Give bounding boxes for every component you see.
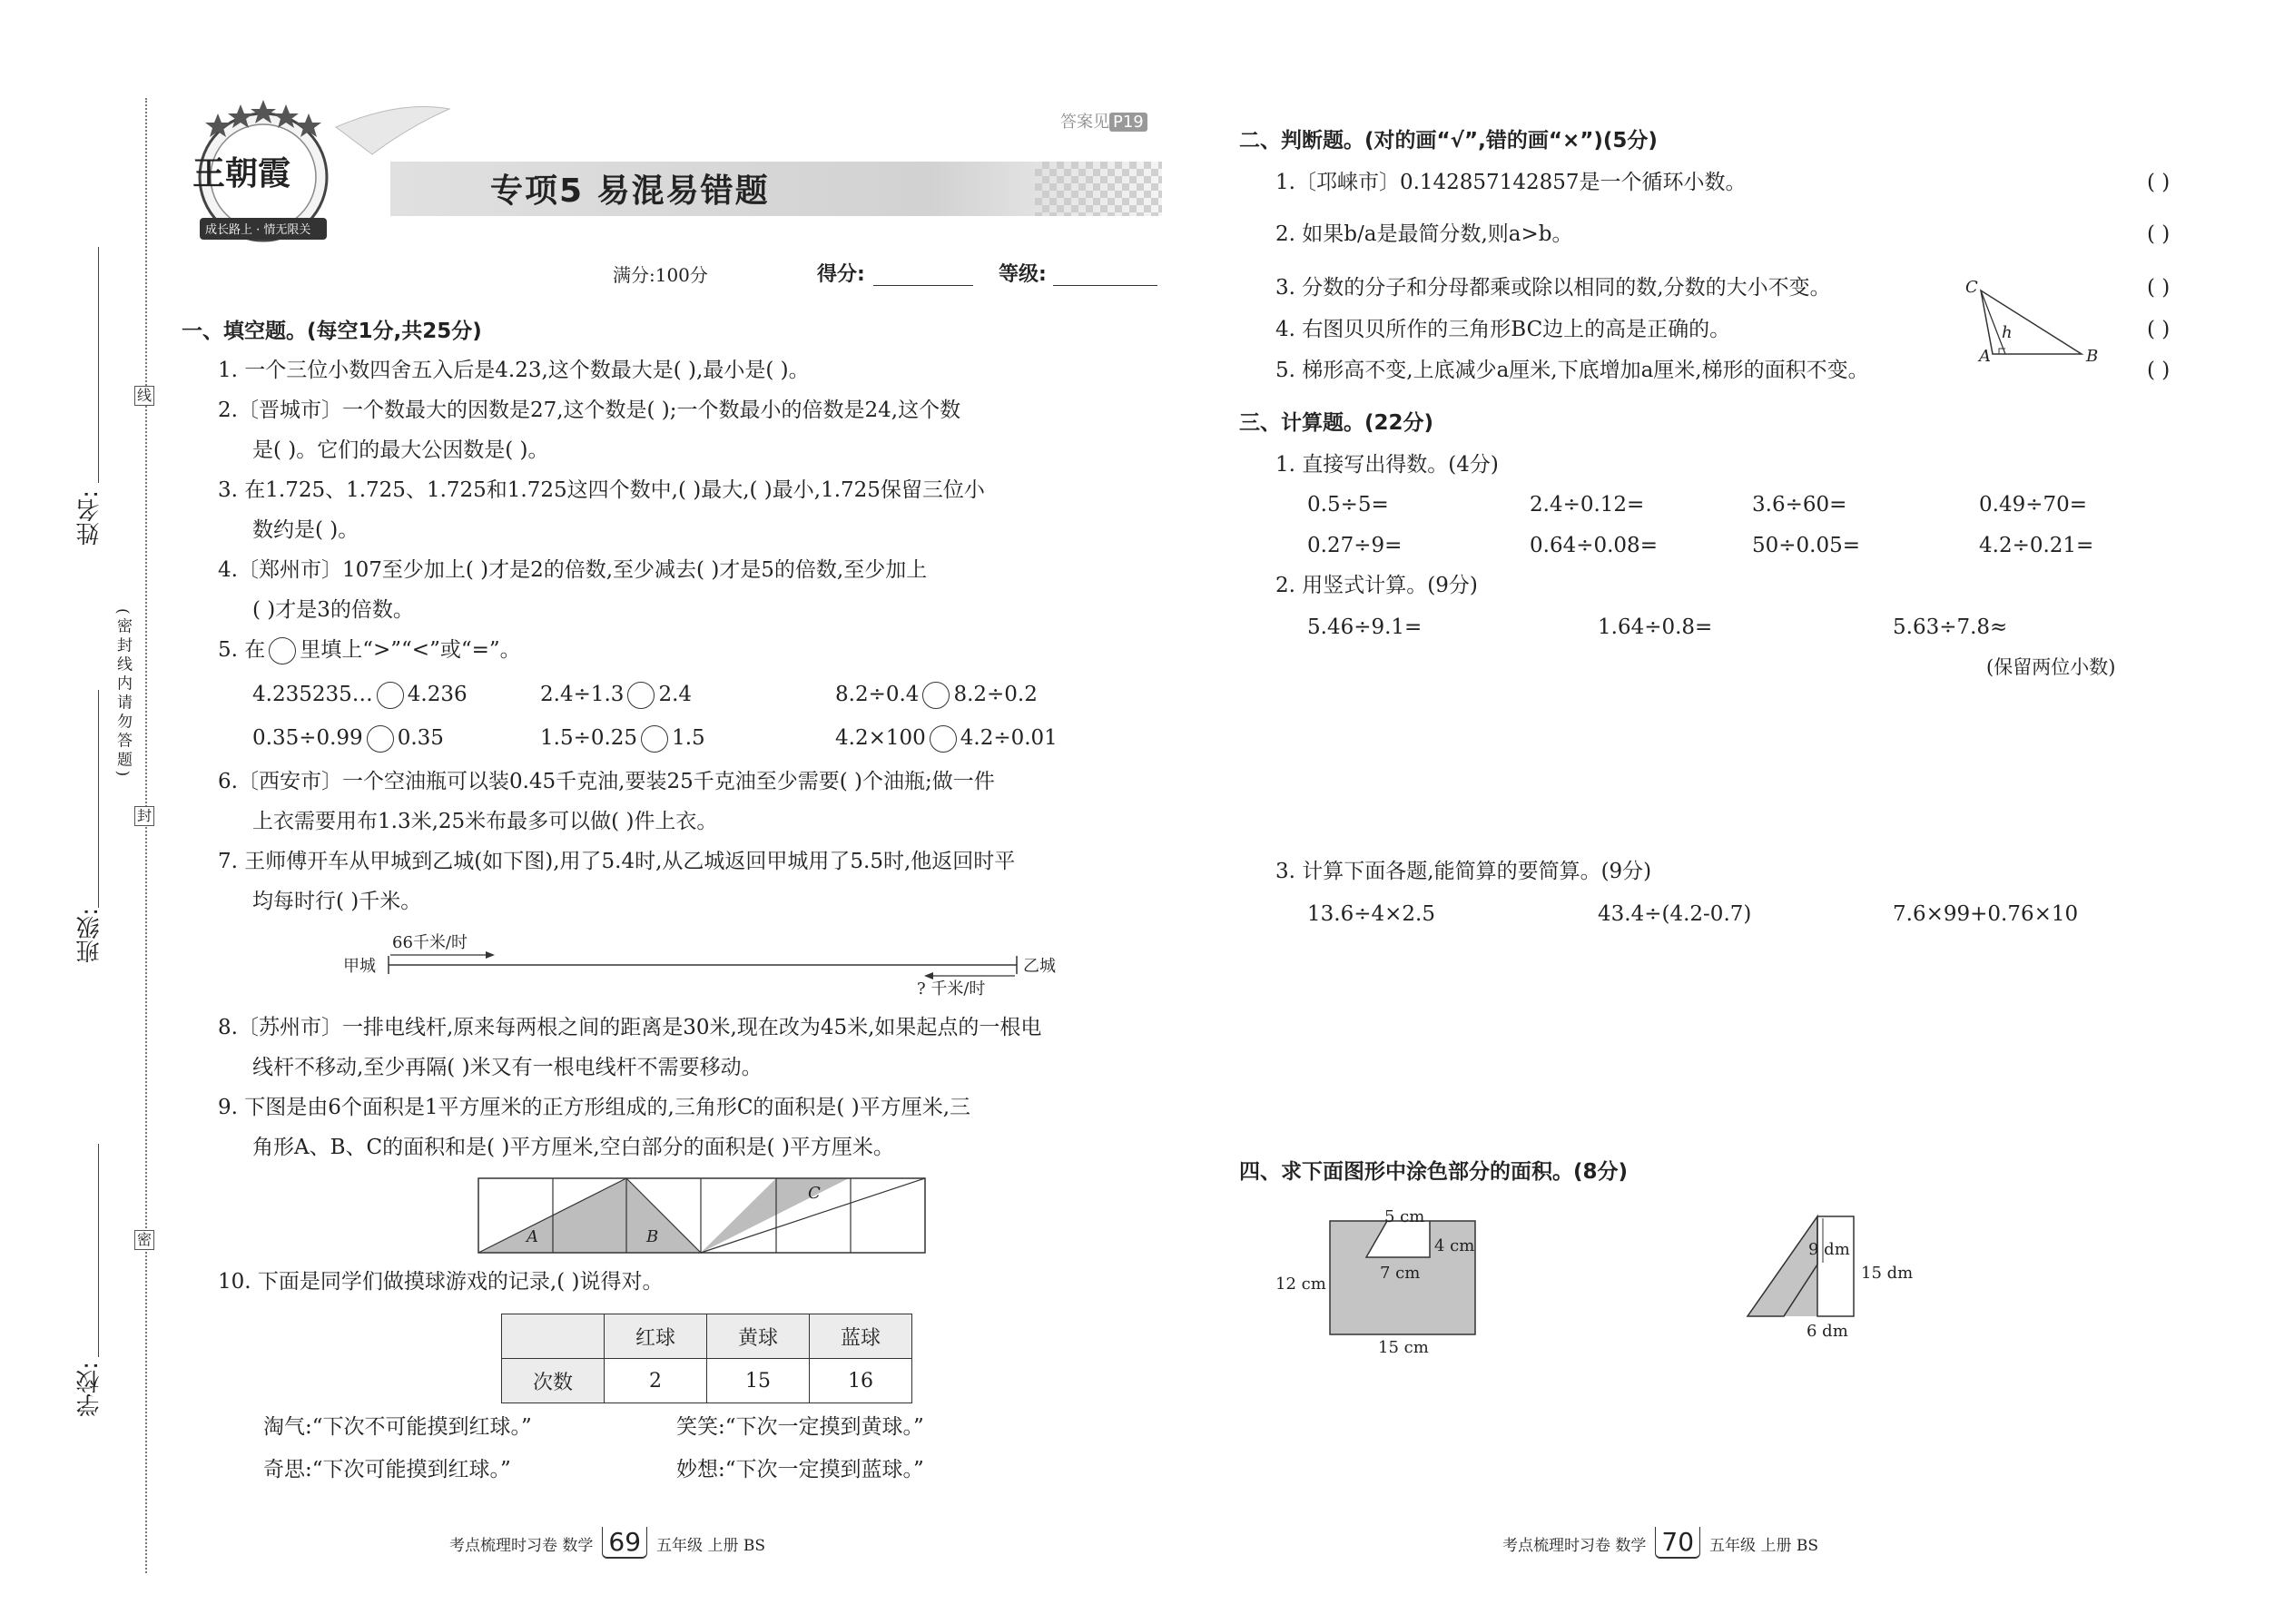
fig1-side: 12 cm <box>1275 1275 1326 1294</box>
oral-calc-1: 0.5÷5= <box>1307 493 1389 517</box>
judge-answer-3[interactable]: ( ) <box>2147 276 2171 300</box>
table-cell: 16 <box>810 1359 912 1403</box>
name-underline <box>98 247 99 483</box>
q5-item-4: 0.35÷0.99 0.35 <box>252 724 444 753</box>
q9-squares-figure <box>477 1176 930 1258</box>
quote-miaoxiang: 妙想:“下次一定摸到蓝球。” <box>676 1458 924 1481</box>
quote-taoqi: 淘气:“下次不可能摸到红球。” <box>263 1415 532 1439</box>
seal-char-1: 线 <box>134 386 154 406</box>
judge-answer-1[interactable]: ( ) <box>2147 171 2171 194</box>
class-label: 班级: <box>76 908 103 963</box>
table-cell: 黄球 <box>707 1314 810 1359</box>
calc-part3: 3. 计算下面各题,能简算的要简算。(9分) <box>1275 860 1652 883</box>
school-label: 学校: <box>76 1362 103 1417</box>
oral-calc-2: 2.4÷0.12= <box>1530 493 1645 517</box>
brand-subtitle: 成长路上 · 情无限关 <box>205 223 311 237</box>
compare-circle[interactable] <box>627 682 655 709</box>
answer-reference: 答案见 P19 <box>1060 109 1147 133</box>
q9-line1: 9. 下图是由6个面积是1平方厘米的正方形组成的,三角形C的面积是( )平方厘米,三 <box>218 1096 970 1119</box>
q1: 1. 一个三位小数四舍五入后是4.23,这个数最大是( ),最小是( )。 <box>218 359 810 382</box>
q7-line2: 均每时行( )千米。 <box>252 890 422 913</box>
table-cell: 2 <box>605 1359 707 1403</box>
calc-part2: 2. 用竖式计算。(9分) <box>1275 574 1478 597</box>
q5-item-2: 2.4÷1.3 2.4 <box>540 681 692 709</box>
table-cell: 蓝球 <box>810 1314 912 1359</box>
table-cell: 15 <box>707 1359 810 1403</box>
table-row <box>502 1359 912 1403</box>
brand-name: 王朝霞 <box>192 155 291 192</box>
oral-calc-6: 0.64÷0.08= <box>1530 534 1658 557</box>
page-number-left: 69 <box>602 1527 647 1559</box>
class-underline <box>98 690 99 908</box>
judge-answer-4[interactable]: ( ) <box>2147 318 2171 341</box>
section2-heading: 二、判断题。(对的画“√”,错的画“×”)(5分) <box>1239 129 1658 153</box>
q9-label-b: B <box>646 1227 659 1246</box>
ball-record-table <box>501 1314 912 1403</box>
footer-left: 考点梳理时习卷 数学 69 五年级 上册 BS <box>449 1527 765 1557</box>
q4-line2: ( )才是3的倍数。 <box>252 598 414 622</box>
fig1-bottom: 7 cm <box>1380 1264 1421 1283</box>
oral-calc-8: 4.2÷0.21= <box>1979 534 2094 557</box>
q2-line1: 2.〔晋城市〕一个数最大的因数是27,这个数是( );一个数最小的倍数是24,这个数 <box>218 399 961 422</box>
q7-city-b: 乙城 <box>1023 957 1056 976</box>
q6-line1: 6.〔西安市〕一个空油瓶可以装0.45千克油,要装25千克油至少需要( )个油瓶;做一件 <box>218 770 995 793</box>
quote-xiaoxiao: 笑笑:“下次一定摸到黄球。” <box>676 1415 924 1439</box>
answer-page-badge: P19 <box>1109 113 1147 132</box>
compare-circle-icon <box>269 637 296 664</box>
shaded-parallelogram-figure <box>1743 1207 1861 1330</box>
tri-label-h: h <box>2002 323 2013 342</box>
seal-char-2: 封 <box>134 806 154 826</box>
judge-answer-2[interactable]: ( ) <box>2147 222 2171 246</box>
q5-item-1: 4.235235… 4.236 <box>252 681 468 709</box>
quote-qisi: 奇思:“下次可能摸到红球。” <box>263 1458 511 1481</box>
compare-circle[interactable] <box>930 725 957 753</box>
compare-circle[interactable] <box>377 682 404 709</box>
page-title: 专项5 易混易错题 <box>490 172 770 210</box>
vertical-calc-2: 1.64÷0.8= <box>1598 615 1713 639</box>
q7-city-a: 甲城 <box>343 957 376 976</box>
simplify-calc-2: 43.4÷(4.2-0.7) <box>1598 902 1752 926</box>
fig2-width: 6 dm <box>1807 1322 1848 1341</box>
q5: 5. 在 里填上“>”“<”或“=”。 <box>218 636 521 664</box>
q3-line1: 3. 在1.725、1.725、1.725和1.725这四个数中,( )最大,( )最小,1.725保留三位小 <box>218 478 985 502</box>
section1-heading: 一、填空题。(每空1分,共25分) <box>182 320 482 343</box>
seal-note: (密封线内请勿答题) <box>113 608 132 781</box>
q4-line1: 4.〔郑州市〕107至少加上( )才是2的倍数,至少减去( )才是5的倍数,至少加上 <box>218 558 928 582</box>
tri-label-c: C <box>1965 278 1978 297</box>
q9-label-c: C <box>808 1184 821 1203</box>
binding-dotted-line <box>145 98 147 1573</box>
section4-heading: 四、求下面图形中涂色部分的面积。(8分) <box>1239 1160 1629 1184</box>
calc-part1: 1. 直接写出得数。(4分) <box>1275 453 1499 477</box>
simplify-calc-1: 13.6÷4×2.5 <box>1307 902 1435 926</box>
fig1-top: 5 cm <box>1384 1207 1425 1226</box>
compare-circle[interactable] <box>367 725 394 753</box>
oral-calc-3: 3.6÷60= <box>1752 493 1847 517</box>
oral-calc-4: 0.49÷70= <box>1979 493 2088 517</box>
tri-label-a: A <box>1979 347 1991 366</box>
table-cell <box>502 1314 605 1359</box>
footer-right: 考点梳理时习卷 数学 70 五年级 上册 BS <box>1502 1527 1818 1557</box>
q10: 10. 下面是同学们做摸球游戏的记录,( )说得对。 <box>218 1270 664 1294</box>
q6-line2: 上衣需要用布1.3米,25米布最多可以做( )件上衣。 <box>252 810 718 833</box>
banner-checker-pattern <box>1035 162 1162 216</box>
judge-item-4: 4. 右图贝贝所作的三角形BC边上的高是正确的。 <box>1275 318 1731 341</box>
section3-heading: 三、计算题。(22分) <box>1239 411 1434 435</box>
vertical-calc-3: 5.63÷7.8≈ <box>1893 615 2008 639</box>
grade-field[interactable] <box>1053 285 1157 286</box>
name-label: 姓名: <box>76 490 103 546</box>
full-score: 满分:100分 <box>613 264 708 286</box>
judge-item-5: 5. 梯形高不变,上底减少a厘米,下底增加a厘米,梯形的面积不变。 <box>1275 359 1869 382</box>
grade-label: 等级: <box>999 263 1047 286</box>
fig1-height: 4 cm <box>1434 1236 1475 1255</box>
q8-line2: 线杆不移动,至少再隔( )米又有一根电线杆不需要移动。 <box>252 1056 763 1079</box>
table-cell: 次数 <box>502 1359 605 1403</box>
judge-answer-5[interactable]: ( ) <box>2147 359 2171 382</box>
q5-item-3: 8.2÷0.4 8.2÷0.2 <box>835 681 1038 709</box>
seal-char-3: 密 <box>134 1230 154 1250</box>
q9-line2: 角形A、B、C的面积和是( )平方厘米,空白部分的面积是( )平方厘米。 <box>252 1136 894 1159</box>
table-cell: 红球 <box>605 1314 707 1359</box>
q7-unknown-speed: ? 千米/时 <box>917 979 986 999</box>
compare-circle[interactable] <box>641 725 668 753</box>
page-number-right: 70 <box>1655 1527 1700 1559</box>
fig2-height: 15 dm <box>1861 1264 1914 1283</box>
q5-item-5: 1.5÷0.25 1.5 <box>540 724 705 753</box>
q8-line1: 8.〔苏州市〕一排电线杆,原来每两根之间的距离是30米,现在改为45米,如果起点的一根电 <box>218 1016 1042 1039</box>
fig1-base: 15 cm <box>1378 1338 1429 1357</box>
fig2-inner-height: 9 dm <box>1808 1240 1850 1259</box>
judge-item-2: 2. 如果b/a是最简分数,则a>b。 <box>1275 222 1573 246</box>
q9-label-a: A <box>527 1227 538 1246</box>
judge-item-3: 3. 分数的分子和分母都乘或除以相同的数,分数的大小不变。 <box>1275 276 1831 300</box>
tri-label-b: B <box>2086 347 2099 366</box>
score-label: 得分: <box>817 263 865 286</box>
compare-circle[interactable] <box>922 682 950 709</box>
q7-speed: 66千米/时 <box>392 933 468 952</box>
round-note: (保留两位小数) <box>1986 656 2116 678</box>
school-underline <box>98 1144 99 1357</box>
vertical-calc-1: 5.46÷9.1= <box>1307 615 1423 639</box>
q2-line2: 是( )。它们的最大公因数是( )。 <box>252 438 549 462</box>
simplify-calc-3: 7.6×99+0.76×10 <box>1893 902 2079 926</box>
score-field[interactable] <box>873 285 973 286</box>
q7-line1: 7. 王师傅开车从甲城到乙城(如下图),用了5.4时,从乙城返回甲城用了5.5时,他返回时平 <box>218 850 1016 873</box>
q5-item-6: 4.2×100 4.2÷0.01 <box>835 724 1058 753</box>
table-header-row <box>502 1314 912 1359</box>
judge-item-1: 1.〔邛崃市〕0.142857142857是一个循环小数。 <box>1275 171 1747 194</box>
q3-line2: 数约是( )。 <box>252 518 359 542</box>
oral-calc-7: 50÷0.05= <box>1752 534 1861 557</box>
oral-calc-5: 0.27÷9= <box>1307 534 1403 557</box>
